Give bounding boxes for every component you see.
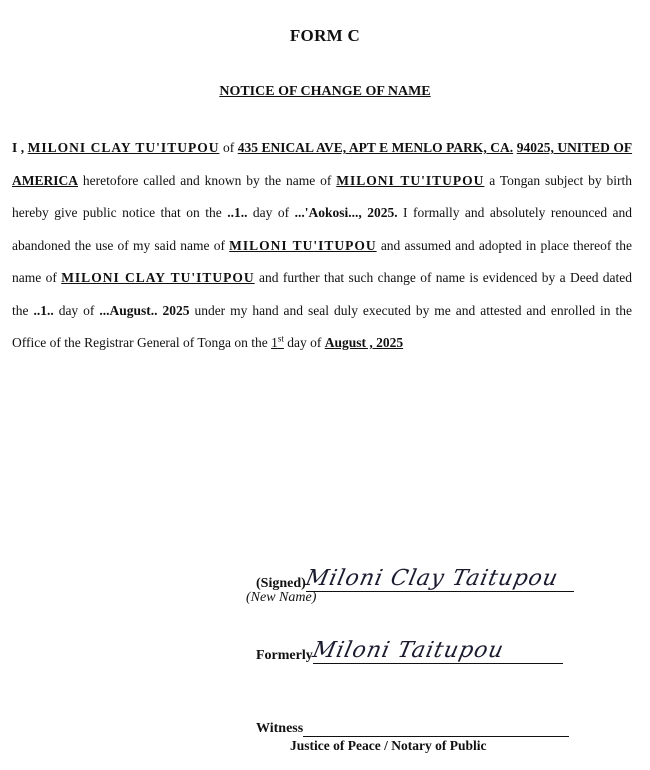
text-tongan-subject: a Tongan subject by birth hereby give public notice that on the [12, 172, 633, 220]
text-deed: and further that such change of name is evidenced by a Deed dated the [12, 270, 633, 318]
notice-title: NOTICE OF CHANGE OF NAME [219, 84, 431, 99]
enrol-day-number: 1 [271, 335, 278, 350]
signed-label: (Signed) [256, 576, 306, 591]
notice-year: 2025. [367, 205, 398, 220]
text-heretofore: heretofore called and known by the name of [82, 172, 332, 188]
text-registrar: under my hand and seal duly executed by me and attested and enrolled in the Office of the Registrar General of Tonga on the [12, 302, 633, 350]
deed-month: ...August.. [99, 302, 158, 318]
formerly-row [256, 638, 563, 664]
deed-year: 2025 [162, 302, 190, 318]
text-assumed: and assumed and adopted in place thereof the name of [12, 237, 633, 285]
enrol-day [271, 335, 284, 350]
formerly-label: Formerly [256, 648, 313, 663]
witness-line [303, 718, 569, 737]
formerly-signature: Miloni Taitupou [310, 638, 507, 663]
form-title: FORM C [289, 26, 361, 45]
witness-label: Witness [256, 721, 304, 736]
witness-row [256, 718, 569, 737]
text-day-of-2: day of [58, 302, 95, 318]
notice-day: ..1.. [227, 205, 248, 220]
signed-row [256, 566, 574, 592]
signed-signature: Miloni Clay Taitupou [303, 566, 561, 591]
former-name-2: MILONI TU'ITUPOU [229, 237, 377, 253]
notice-month: ...'Aokosi..., [294, 205, 362, 220]
enrol-day-suffix: st [277, 333, 284, 344]
text-day-of-3: day of [287, 335, 322, 350]
text-day-of: day of [252, 205, 290, 220]
address-line-1: 435 ENICAL AVE, APT E MENLO PARK, CA. [237, 140, 514, 155]
pronoun: I , [12, 140, 25, 155]
new-name-label: (New Name) [246, 590, 317, 605]
enrol-date: August , 2025 [324, 335, 404, 350]
witness-role: Justice of Peace / Notary of Public [290, 738, 487, 753]
formerly-line [310, 638, 563, 664]
new-full-name-2: MILONI CLAY TU'ITUPOU [61, 270, 255, 285]
former-name: MILONI TU'ITUPOU [336, 172, 485, 188]
deed-day: ..1.. [33, 302, 54, 318]
address-line-2: 94025, UNITED OF AMERICA [12, 140, 633, 188]
text-renounced: I formally and absolutely renounced and abandoned the use of my said name of [12, 205, 633, 253]
notice-body [12, 132, 632, 360]
text-of: of [222, 140, 235, 155]
new-full-name: MILONI CLAY TU'ITUPOU [27, 140, 220, 155]
signed-line [303, 566, 574, 592]
